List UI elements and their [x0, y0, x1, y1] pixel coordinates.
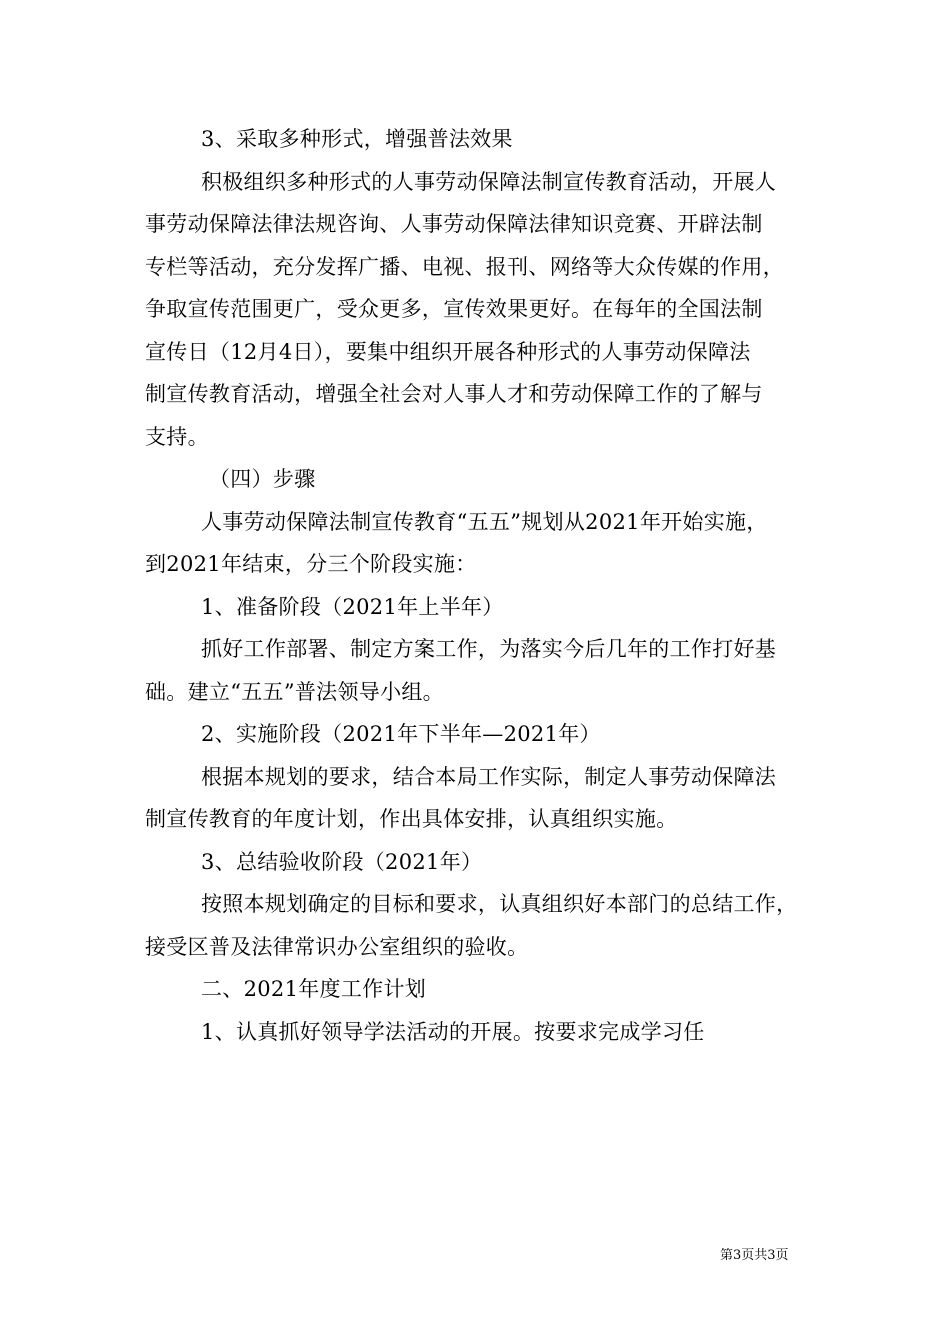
- paragraph-line: 事劳动保障法律法规咨询、人事劳动保障法律知识竞赛、开辟法制: [145, 212, 763, 236]
- paragraph-line: 按照本规划确定的目标和要求，认真组织好本部门的总结工作，: [201, 892, 798, 916]
- paragraph-line: 宣传日（12月4日），要集中组织开展各种形式的人事劳动保障法: [145, 339, 751, 364]
- page-number-footer: 第3页共3页: [720, 1248, 789, 1263]
- heading-implementation-stage: 2、实施阶段（2021年下半年—2021年）: [201, 722, 601, 746]
- paragraph-line: 根据本规划的要求，结合本局工作实际，制定人事劳动保障法: [201, 764, 777, 789]
- paragraph-line: 接受区普及法律常识办公室组织的验收。: [145, 934, 529, 959]
- paragraph-line: 制宣传教育活动，增强全社会对人事人才和劳动保障工作的了解与: [145, 382, 763, 406]
- heading-adopt-forms: 3、采取多种形式，增强普法效果: [201, 127, 513, 151]
- heading-summary-stage: 3、总结验收阶段（2021年）: [201, 849, 483, 874]
- paragraph-line: 制宣传教育的年度计划，作出具体安排，认真组织实施。: [145, 807, 678, 831]
- paragraph-line: 到2021年结束，分三个阶段实施：: [145, 552, 477, 576]
- heading-preparation-stage: 1、准备阶段（2021年上半年）: [201, 594, 504, 619]
- section-heading-annual-plan: 二、2021年度工作计划: [201, 977, 427, 1001]
- paragraph-line: 积极组织多种形式的人事劳动保障法制宣传教育活动，开展人: [201, 169, 777, 194]
- section-heading-steps: （四）步骤: [209, 467, 316, 491]
- paragraph-line: 支持。: [145, 424, 209, 449]
- paragraph-line: 础。建立“五五”普法领导小组。: [145, 679, 444, 704]
- paragraph-line: 争取宣传范围更广，受众更多，宣传效果更好。在每年的全国法制: [145, 297, 763, 321]
- paragraph-line: 1、认真抓好领导学法活动的开展。按要求完成学习任: [201, 1019, 705, 1044]
- paragraph-line: 专栏等活动，充分发挥广播、电视、报刊、网络等大众传媒的作用，: [145, 254, 784, 279]
- paragraph-line: 抓好工作部署、制定方案工作，为落实今后几年的工作打好基: [201, 637, 777, 661]
- document-body: [145, 118, 810, 1053]
- paragraph-line: 人事劳动保障法制宣传教育“五五”规划从2021年开始实施，: [201, 509, 768, 534]
